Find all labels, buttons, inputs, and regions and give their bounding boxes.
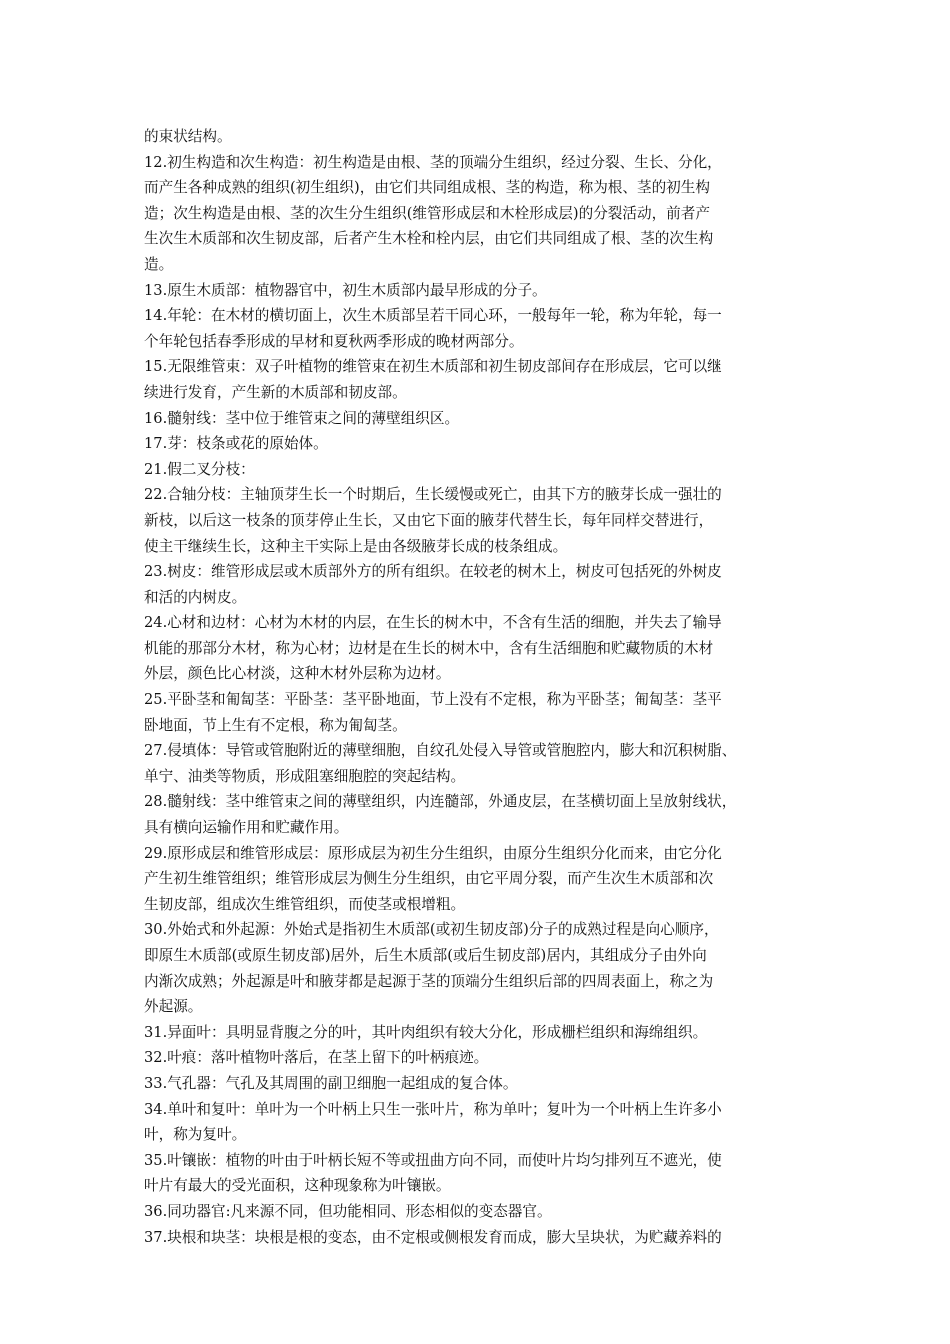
glossary-entry bbox=[144, 482, 816, 559]
entry-line: 36.同功器官:凡来源不同，但功能相同、形态相似的变态器官。 bbox=[144, 1202, 552, 1220]
glossary-entry bbox=[144, 559, 816, 610]
entry-line: 23.树皮：维管形成层或木质部外方的所有组织。在较老的树木上，树皮可包括死的外树皮 bbox=[144, 563, 722, 581]
entry-line: 使主干继续生长，这种主干实际上是由各级腋芽长成的枝条组成。 bbox=[144, 537, 568, 555]
entry-line: 27.侵填体：导管或管胞附近的薄壁细胞，自纹孔处侵入导管或管胞腔内，膨大和沉积树脂、 bbox=[144, 742, 737, 760]
entry-line: 13.原生木质部：植物器官中，初生木质部内最早形成的分子。 bbox=[144, 281, 547, 299]
glossary-entry bbox=[144, 431, 816, 457]
glossary-entry bbox=[144, 406, 816, 432]
entry-line: 即原生木质部(或原生韧皮部)居外，后生木质部(或后生韧皮部)居内，其组成分子由外向 bbox=[144, 947, 707, 964]
glossary-entry bbox=[144, 354, 816, 405]
entry-line: 31.异面叶：具明显背腹之分的叶，其叶肉组织有较大分化，形成栅栏组织和海绵组织。 bbox=[144, 1023, 708, 1041]
glossary-entry bbox=[144, 917, 816, 1019]
entry-line: 产生初生维管组织；维管形成层为侧生分生组织，由它平周分裂，而产生次生木质部和次 bbox=[144, 870, 714, 888]
entry-line: 造。 bbox=[144, 255, 174, 273]
entry-line: 17.芽：枝条或花的原始体。 bbox=[144, 435, 328, 453]
glossary-entry bbox=[144, 303, 816, 354]
glossary-entry bbox=[144, 150, 816, 278]
entry-line: 和活的内树皮。 bbox=[144, 588, 247, 606]
entry-line: 叶片有最大的受光面积，这种现象称为叶镶嵌。 bbox=[144, 1177, 451, 1195]
glossary-entry bbox=[144, 1071, 816, 1097]
entry-line: 生次生木质部和次生韧皮部，后者产生木栓和栓内层，由它们共同组成了根、茎的次生构 bbox=[144, 230, 714, 248]
entry-line: 个年轮包括春季形成的早材和夏秋两季形成的晚材两部分。 bbox=[144, 332, 524, 350]
glossary-entry bbox=[144, 738, 816, 789]
entry-line: 单宁、油类等物质，形成阻塞细胞腔的突起结构。 bbox=[144, 767, 466, 785]
entry-line: 具有横向运输作用和贮藏作用。 bbox=[144, 819, 349, 837]
entry-line: 而产生各种成熟的组织(初生组织)，由它们共同组成根、茎的构造，称为根、茎的初生构 bbox=[144, 179, 710, 197]
glossary-entry bbox=[144, 1199, 816, 1225]
entry-line: 卧地面，节上生有不定根，称为匍匐茎。 bbox=[144, 716, 407, 734]
glossary-entry bbox=[144, 789, 816, 840]
entry-line: 机能的那部分木材，称为心材；边材是在生长的树木中，含有生活细胞和贮藏物质的木材 bbox=[144, 639, 714, 657]
glossary-entry bbox=[144, 1020, 816, 1046]
glossary-entry bbox=[144, 841, 816, 918]
glossary-entry bbox=[144, 1225, 816, 1251]
entry-line: 外起源。 bbox=[144, 998, 203, 1016]
entry-line: 32.叶痕：落叶植物叶落后，在茎上留下的叶柄痕迹。 bbox=[144, 1049, 489, 1067]
entry-line: 续进行发育，产生新的木质部和韧皮部。 bbox=[144, 383, 407, 401]
glossary-entry bbox=[144, 124, 816, 150]
entry-line: 37.块根和块茎：块根是根的变态，由不定根或侧根发育而成，膨大呈块状，为贮藏养料的 bbox=[144, 1228, 722, 1246]
entry-line: 外层，颜色比心材淡，这种木材外层称为边材。 bbox=[144, 665, 451, 683]
entry-line: 35.叶镶嵌：植物的叶由于叶柄长短不等或扭曲方向不同，而使叶片均匀排列互不遮光，使 bbox=[144, 1151, 722, 1169]
entry-line: 25.平卧茎和匍匐茎：平卧茎：茎平卧地面，节上没有不定根，称为平卧茎；匍匐茎：茎平 bbox=[144, 691, 722, 709]
entry-line: 16.髓射线：茎中位于维管束之间的薄壁组织区。 bbox=[144, 409, 460, 427]
entry-line: 的束状结构。 bbox=[144, 128, 232, 145]
entry-line: 内渐次成熟；外起源是叶和腋芽都是起源于茎的顶端分生组织后部的四周表面上，称之为 bbox=[144, 972, 714, 990]
entry-line: 15.无限维管束：双子叶植物的维管束在初生木质部和初生韧皮部间存在形成层，它可以继 bbox=[144, 358, 722, 376]
entry-line: 34.单叶和复叶：单叶为一个叶柄上只生一张叶片，称为单叶；复叶为一个叶柄上生许多小 bbox=[144, 1100, 722, 1118]
glossary-entry bbox=[144, 278, 816, 304]
entry-line: 14.年轮：在木材的横切面上，次生木质部呈若干同心环，一般每年一轮，称为年轮，每一 bbox=[144, 307, 722, 325]
entry-line: 新枝，以后这一枝条的顶芽停止生长，又由它下面的腋芽代替生长，每年同样交替进行， bbox=[144, 511, 714, 529]
glossary-entry bbox=[144, 1148, 816, 1199]
entry-line: 生韧皮部，组成次生维管组织，而使茎或根增粗。 bbox=[144, 895, 466, 913]
glossary-entry bbox=[144, 457, 816, 483]
glossary-entry bbox=[144, 610, 816, 687]
glossary-entry bbox=[144, 1045, 816, 1071]
document-page bbox=[144, 124, 816, 1250]
entry-line: 33.气孔器：气孔及其周围的副卫细胞一起组成的复合体。 bbox=[144, 1074, 518, 1092]
entry-line: 22.合轴分枝：主轴顶芽生长一个时期后，生长缓慢或死亡，由其下方的腋芽长成一强壮的 bbox=[144, 486, 722, 504]
glossary-entry bbox=[144, 1097, 816, 1148]
entry-line: 29.原形成层和维管形成层：原形成层为初生分生组织，由原分生组织分化而来，由它分化 bbox=[144, 844, 722, 862]
entry-line: 21.假二叉分枝： bbox=[144, 460, 255, 478]
entry-line: 12.初生构造和次生构造：初生构造是由根、茎的顶端分生组织，经过分裂、生长、分化， bbox=[144, 153, 722, 171]
entry-line: 30.外始式和外起源：外始式是指初生木质部(或初生韧皮部)分子的成熟过程是向心顺序， bbox=[144, 921, 719, 939]
glossary-entry bbox=[144, 687, 816, 738]
entry-line: 24.心材和边材：心材为木材的内层，在生长的树木中，不含有生活的细胞，并失去了输导 bbox=[144, 614, 722, 632]
entry-line: 叶，称为复叶。 bbox=[144, 1126, 247, 1144]
entry-line: 造；次生构造是由根、茎的次生分生组织(维管形成层和木栓形成层)的分裂活动，前者产 bbox=[144, 204, 710, 222]
entry-line: 28.髓射线：茎中维管束之间的薄壁组织，内连髓部，外通皮层，在茎横切面上呈放射线状， bbox=[144, 793, 737, 811]
